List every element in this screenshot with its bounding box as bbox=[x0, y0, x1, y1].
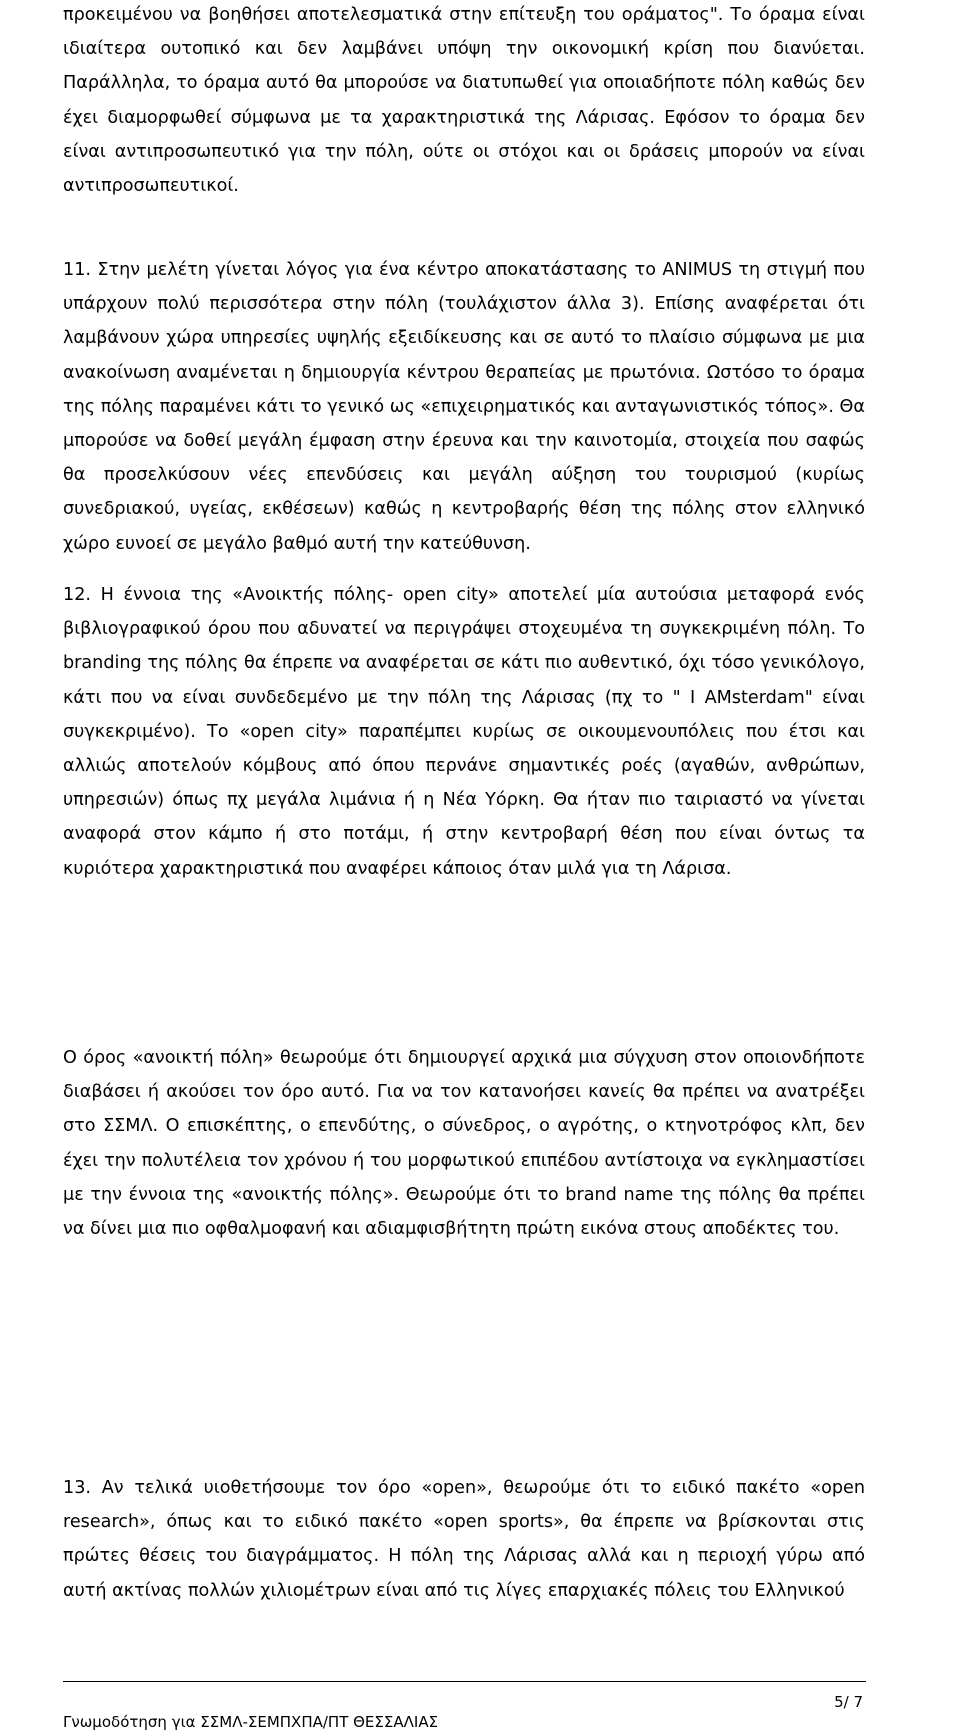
list-item-11 bbox=[63, 253, 865, 561]
paragraph-open-city bbox=[63, 1041, 865, 1246]
list-item-number: 13. bbox=[63, 1478, 91, 1498]
paragraph-open-city-text: Ο όρος «ανοικτή πόλη» θεωρούμε ότι δημιουργεί αρχικά μια σύγχυση στον οποιονδήποτε διαβάσει ή ακούσει τον όρο αυτό. Για να τον κατανοήσει κανείς θα πρέπει να ανατρέξει στο ΣΣΜΛ. Ο επισκέπτης, ο επενδύτης, ο σύνεδρος, ο αγρότης, ο κτηνοτρόφος κλπ, δεν έχει την πολυτέλεια τον χρόνου ή του μορφωτικού επιπέδου αντίστοιχα να εγκλημαστίσει με την έννοια της «ανοικτής πόλης». Θεωρούμε ότι το brand name της πόλης θα πρέπει να δίνει μια πιο οφθαλμοφανή και αδιαμφισβήτητη πρώτη εικόνα στους αποδέκτες του. bbox=[63, 1048, 865, 1240]
list-item-13 bbox=[63, 1471, 865, 1608]
list-item-12 bbox=[63, 578, 865, 886]
footer-divider bbox=[63, 1681, 866, 1682]
page-number: 5/ 7 bbox=[834, 1693, 863, 1711]
list-item-number: 11. bbox=[63, 260, 91, 280]
list-item-text: Η έννοια της «Ανοικτής πόλης- open city» αποτελεί μία αυτούσια μεταφορά ενός βιβλιογραφικού όρου που αδυνατεί να περιγράψει στοχευμένα τη συγκεκριμένη πόλη. Το branding της πόλης θα έπρεπε να αναφέρεται σε κάτι πιο αυθεντικό, όχι τόσο γενικόλογο, κάτι που να είναι συνδεδεμένο με την πόλη της Λάρισας (πχ το " I AMsterdam" είναι συγκεκριμένο). Το «open city» παραπέμπει κυρίως σε οικουμενουπόλεις που έτσι και αλλιώς αποτελούν κόμβους από όπου περνάνε σημαντικές ροές (αγαθών, ανθρώπων, υπηρεσιών) όπως πχ μεγάλα λιμάνια ή η Νέα Υόρκη. Θα ήταν πιο ταιριαστό να γίνεται αναφορά στον κάμπο ή στο ποτάμι, ή στην κεντροβαρή θέση που είναι όντως τα κυριότερα χαρακτηριστικά που αναφέρει κάποιος όταν μιλά για τη Λάρισα. bbox=[63, 585, 865, 879]
paragraph-continuation-text: προκειμένου να βοηθήσει αποτελεσματικά στην επίτευξη του οράματος". Το όραμα είναι ιδιαίτερα ουτοπικό και δεν λαμβάνει υπόψη την οικονομική κρίση που διανύεται. Παράλληλα, το όραμα αυτό θα μπορούσε να διατυπωθεί για οποιαδήποτε πόλη καθώς δεν έχει διαμορφωθεί σύμφωνα με τα χαρακτηριστικά της Λάρισας. Εφόσον το όραμα δεν είναι αντιπροσωπευτικό για την πόλη, ούτε οι στόχοι και οι δράσεις μπορούν να είναι αντιπροσωπευτικοί. bbox=[63, 5, 865, 197]
list-item-number: 12. bbox=[63, 585, 91, 605]
paragraph-continuation bbox=[63, 0, 865, 203]
list-item-text: Αν τελικά υιοθετήσουμε τον όρο «open», θεωρούμε ότι το ειδικό πακέτο «open research», όπως και το ειδικό πακέτο «open sports», θα έπρεπε να βρίσκονται στις πρώτες θέσεις του διαγράμματος. Η πόλη της Λάρισας αλλά και η περιοχή γύρω από αυτή ακτίνας πολλών χιλιομέτρων είναι από τις λίγες επαρχιακές πόλεις του Ελληνικού bbox=[63, 1478, 866, 1601]
footer-document-label: Γνωμοδότηση για ΣΣΜΛ-ΣΕΜΠΧΠΑ/ΠΤ ΘΕΣΣΑΛΙΑΣ bbox=[63, 1713, 439, 1731]
list-item-text: Στην μελέτη γίνεται λόγος για ένα κέντρο αποκατάστασης το ANIMUS τη στιγμή που υπάρχουν πολύ περισσότερα στην πόλη (τουλάχιστον άλλα 3). Επίσης αναφέρεται ότι λαμβάνουν χώρα υπηρεσίες υψηλής εξειδίκευσης και σε αυτό το πλαίσιο σύμφωνα με μια ανακοίνωση αναμένεται η δημιουργία κέντρου θεραπείας με πρωτόνια. Ωστόσο το όραμα της πόλης παραμένει κάτι το γενικό ως «επιχειρηματικός και ανταγωνιστικός τόπος». Θα μπορούσε να δοθεί μεγάλη έμφαση στην έρευνα και την καινοτομία, στοιχεία που σαφώς θα προσελκύσουν νέες επενδύσεις και μεγάλη αύξηση του τουρισμού (κυρίως συνεδριακού, υγείας, εκθέσεων) καθώς η κεντροβαρής θέση της πόλης στον ελληνικό χώρο ευνοεί σε μεγάλο βαθμό αυτή την κατεύθυνση. bbox=[63, 260, 865, 554]
